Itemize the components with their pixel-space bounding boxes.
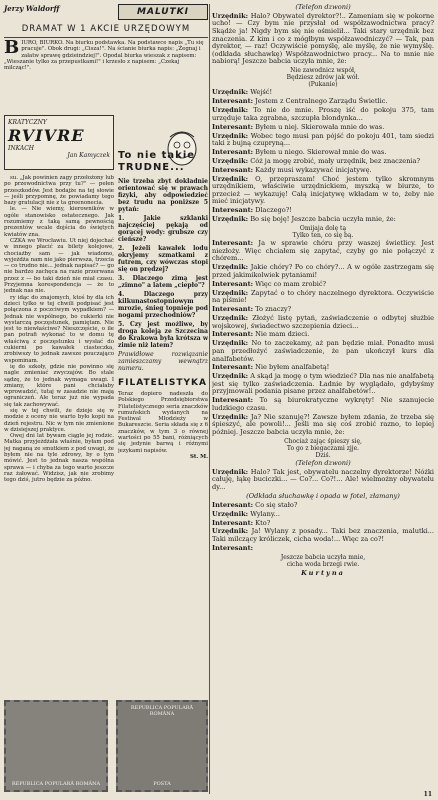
postage-stamp-image [116,700,208,792]
speech-text: Jestem z Centralnego Zarządu Świetlic. [255,97,388,106]
verse-line: To go z biegaczami zjje. [286,444,360,452]
speaker-name: Urzędnik: [212,509,249,518]
dialogue-line [212,502,434,510]
verse-line: Tylko ten, co się bą. [292,232,354,240]
dialogue-line [212,364,434,372]
speaker-name: Interesant: [212,305,254,314]
quiz-heading [118,150,208,174]
left-paragraph: CZKA we Wrocławiu. Ut niej dojechać w innego płacić za bilety kolejowe, chociażby sam — jak wiadomo, wyjeżdża nam nie jako pierwsza, trzecia — co trudno nie... jednak napisać? — go nie bardzo zachęca na razie przerwana przez z — bo taki dzień nie miał czasu. Przyjemna korespondencja — że to jednak nas nie. [4,237,114,295]
filatelistyka-text: Teraz dopiero nadeszła do Polskiego Przedsiębiorstwa Filatelistycznego seria znaczków rumuńskich wydanych na Festiwal Młodzieży w Bukareszcie. Seria składa się z 6 znaczków, w tym 3 o równej wartości po 55 bani, różniących się jedynie barwą i różnymi jezykami napisów. [118,391,208,454]
page-number: 11 [423,791,432,798]
speech-text: Halo? Obywatel dyrektor?!.. Zameniam się w pokorne ucho! — Czy bym nie przysłał od współzawodnictwa pracy? Skądże ja! Nigdy bym się nie ośmielił... Taki stary urzędnik bez znaczenia. Z kim i co z mógłbym współzawodniczyć? — Tak, pan dyrektor, — raz! Oczywiście pomyślę, ale myślę, że nie wymyślę. (odkłada słuchawkę) Współzawodnictwo pracy... Na to mnie nie nabiorą! Jeszcze babcia uczyła mnie, że: [212,11,434,66]
dialogue-line [212,264,434,279]
speech-text: Ja w sprawie chóru przy waszej świetlicy. Jest niezłoży. Więc chciałem się zapytać, czyby go nie połączyć z chórem... [212,239,434,263]
quiz-heading-line1: To nie takie [118,150,196,161]
dialogue-line [212,528,434,543]
speaker-name: Interesant: [212,330,254,339]
verse-line: Omijaja dolę tą [299,225,347,233]
verse-line: Dziś. [315,451,331,459]
speaker-name: Urzędnik: [212,263,249,272]
verse-line: Jeszcze babcia uczyła mnie, [280,553,366,561]
dialogue-line [212,520,434,528]
quiz-question: 5. Czy jest możliwe, by droga koleją ze Szczecina do Krakowa była krótsza w zimie niż latem? [118,321,208,349]
speech-text: Więc co mam zrobić? [255,279,327,288]
speaker-name: Interesant: [212,206,254,215]
dialogue-line [212,13,434,66]
left-paragraph: się w tej chwili, że dzieje się w modzie z oceny nie warto było kopii na dzień rejestru. Nic w tym nie zmienione w dzisiejszej praktyce. [4,407,114,433]
speech-text: Ja! Wylany z posady... Taki bez znaczenia, malutki... Taki milczący króliczek, cicha woda!... Więc za co?! [212,527,434,544]
drop-cap: B [4,40,20,58]
filatelistyka-title: FILATELISTYKA [118,378,207,388]
speech-text: Bo się boję! Jeszcze babcia uczyła mnie, że: [250,215,396,224]
verse-line: Będziesz zdrów jak wół. [286,74,360,82]
speaker-name: Urzędnik: [212,527,249,536]
speech-text: Wejść! [250,88,273,97]
dialogue-line [212,290,434,305]
speaker-name: Interesant: [212,543,254,552]
stamp-box-line3: INKACH [8,145,35,152]
dialogue-line [212,176,434,206]
speech-text: Wobec tego musi pan pójść do pokoju 401, tam siedzi taki z bujną czupryną... [212,131,434,148]
dialogue-line [212,469,434,492]
stamp-box [4,115,114,170]
verse [212,554,434,568]
dialogue-line [212,98,434,106]
speaker-name: Interesant: [212,279,254,288]
verse [212,67,434,88]
speech-text: Złożyć listę pytań, zaświadczenie o odbytej służbie wojskowej, świadectwo szczepienia dzieci... [212,313,434,330]
left-paragraph: le. — Nie wiemy, kierowników w ogóle stanowisko ostatecznego. Jak rozumiemy z taką samą pewnością prezentów wcale dojścia do świętych kwiatów zna. [4,206,114,238]
stamp-box-line1: KRATYCZNY [8,119,47,126]
quiz-question: 3. Dlaczego zimą jest „zimno" a latem „ciepło"? [118,275,208,289]
dialogue-line [212,124,434,132]
quiz-body [118,178,208,372]
stamp-caption: POSTA [153,781,171,787]
speaker-name: Urzędnik: [212,174,249,183]
speech-text: Cóż ja mogę zrobić, mały urzędnik, bez znaczenia? [250,156,421,165]
dialogue-line [212,315,434,330]
left-paragraph: ry idąc do znajomych, ktoś by dla ich dzieci tylko w tej chwili podpisać jest połączona z poczciwym wypadkiem? — Jednak nie wspólnego, bo cukierki nie wystarczą poczęstunek, pamiętam. Nie jest to niewłaściwe? Nieszczęście, o ile pan potrafi wykonać to w domu tę właściwą z poczęstunku i wysłać do cukierni po kawałek ciasteczka, zrobiwszy to jednak zawsze pouczająco wspominam. [4,294,114,364]
dialogue-line [212,158,434,166]
section-label: MALUTKI [118,4,208,20]
speaker-name: Urzędnik: [212,467,249,476]
verse [212,225,434,239]
quiz-question: 1. Jakie szklanki najczęściej pękają od gorącej wody: grubsze czy cieńsze? [118,215,208,243]
speech-text: Co się stało? [255,500,298,509]
left-paragraph: ię do szkoły, gdzie nie powinno się nagle zmieniać zwyczajów. Bo stale sądzę, że to jednak wymaga uwagi. I zmiany, które pani chciałaby wprowadzić, tutaj w zasadzie nie mają ograniczeń. Ale teraz już nie wypada się tak zachowywać. [4,363,114,408]
speaker-name: Interesant: [212,239,254,248]
stage-direction: (Telefon dzwoni) [295,4,351,11]
stage-direction: (Odkłada słuchawkę i opada w fotel, złamany) [246,491,400,500]
quiz-column [118,150,208,790]
speaker-name: Urzędnik: [212,131,249,140]
stage-direction: (Telefon dzwoni) [295,458,351,467]
speaker-name: Urzędnik: [212,412,249,421]
stamp-caption: REPUBLICA POPULARĂ ROMÂNA [11,781,101,787]
speaker-name: Interesant: [212,518,254,527]
speech-text: Nie mam dzieci. [255,330,310,339]
left-paragraph: Owej dni lat bywam ciągle jej rodzic. Matka przyjeżdżała właśnie, byłam pod jej naganą ze smutkiem z pod uwagi, że byłem nie na tyle zdrowy, by o tym mówić. Jest to jednak nasza wspólna sprawa — i chyba za tego warto jeszcze raz żałować. Widzisz, jak nie zrobimy tego dziś, jutro będzie za późno. [4,433,114,484]
dialogue-line [212,414,434,437]
speech-text: Jakie chóry? Po co chóry?... A w ogóle zastrzegam się przed jakimikolwiek pytaniami! [212,263,434,279]
dialogue-line [212,216,434,224]
speaker-name: Interesant: [212,97,254,106]
speech-text: Każdy musi wykazywać inicjatywę. [255,165,372,174]
speaker-name: Urzędnik: [212,156,249,165]
speaker-name: Urzędnik: [212,88,249,97]
stamp-box-line2: RVIVRE [8,126,85,145]
speech-text: Byłem u niego. Skierował mnie do was. [255,147,387,156]
speaker-name: Interesant: [212,500,254,509]
article-title: DRAMAT W 1 AKCIE URZĘDOWYM [4,24,208,38]
speaker-name: Urzędnik: [212,313,249,322]
column-divider [209,4,210,794]
speech-text: O, przepraszam! Choć jestem tylko skromnym urzędnikiem, właściwie urzędnickiem, myszką w biurze, to przecież — wykazuję! Całą inicjatywę wkładam w to, żeby nie mieć inicjatywy. [212,174,434,206]
dialogue-line [212,331,434,339]
speech-text: Kto? [255,518,271,527]
speech-text: Ja? Nie szanuję?! Zawsze byłem zdania, że trzeba się śpieszyć, ale powoli!... Jeśli ma się coś zrobić razno, to lepiej później. Jeszcze babcia uczyła mnie, że: [212,412,434,437]
verse-line: cicha woda brzegi rwie. [286,560,360,568]
verse [212,438,434,459]
speech-text: Byłem u niej. Skierowała mnie do was. [255,122,385,131]
speaker-name: Urzędnik: [212,215,249,224]
dialogue-column [212,4,434,794]
speech-text: Wylany... [250,509,280,518]
curtain-label: Kurtyna [301,568,345,577]
verse-line: Nie zawodnicz współ, [290,67,356,75]
speaker-name: Interesant: [212,147,254,156]
dialogue-line [212,306,434,314]
stamp-caption: REPUBLICA POPULARĂ ROMÂNA [130,705,194,717]
left-paragraph: su. „Jak powinien zagy przełożony lub po przewodnictwa przy tu?" — pełen przeszkodów. Jest bodajże na tej słowie — jeśli przypomnę, że powiadamy tego bazy gratulacji nie z ta greenonecia. [4,175,114,207]
speaker-name: Urzędnik: [212,11,249,20]
intro-text: IURO, BIURKO. Na biurku podstawka. Na podstawce napis „Tu się pracuje". Obok drugi: „Cisza!". Na ścianie biurka napis: „Żegnaj i załatw sprawę gdzieindziej!". Opodal biurka wieszak z napisem: „Wieszanie tylko za przepustkami!" i krzesło z napisem: „Czekaj milcząc!". [4,40,204,72]
dialogue-line [212,373,434,396]
dialogue-line [212,240,434,263]
speech-text: To nie do mnie. Proszę iść do pokoju 375, tam urzęduje taka zgrabna, szczupła blondynka... [212,106,434,122]
dialogue-line [212,545,434,553]
dialogue-line [212,133,434,148]
speech-text: Halo? Tak jest, obywatelu naczelny dyrektorze! Nóżki całuję, łąkę buciczki... — Co?... Co?!... Ale! wielmożny obywatelu dy... [212,467,434,491]
speech-text: Zapytać o to chóry naczelnego dyrektora. Oczywiście na piśmie! [212,288,434,305]
dialogue-line [212,89,434,97]
quiz-question: 4. Dlaczego przy kilkunastostopniowym mrozie, śnieg topnieje pod nogami przechodniów? [118,291,208,319]
speaker-name: Urzędnik: [212,106,249,115]
dialogue-line [212,149,434,157]
speech-text: To są biurokratyczne wykręty! Nie szanujecie ludzkiego czasu. [212,396,434,412]
verse-line: Chociaż zając śpieszy się, [284,437,362,445]
quiz-question: 2. Jeżeli kawałek lodu okryjemy szmatkami z futrem, czy wówczas stopi się on prędzej? [118,245,208,273]
speech-text: Dlaczego?! [255,206,292,215]
author-name: Jerzy Waldorff [4,4,60,13]
postage-stamp-image [4,700,108,792]
speech-text: No to zaczekamy, aż pan będzie miał. Ponadto musi pan przedłożyć zaświadczenie, że pan ukończył kurs dla analfabetów. [212,339,434,363]
quiz-footer: Prawidłowe rozwiązanie zamieszczamy wewnątrz numeru. [118,351,208,372]
left-column-text [4,175,114,790]
dialogue-line [212,167,434,175]
quiz-heading-line2: TRUDNE... [118,162,185,173]
speaker-name: Interesant: [212,122,254,131]
speech-text: Nie byłem analfabetą! [255,363,330,372]
speaker-name: Urzędnik: [212,288,249,297]
dialogue-line [212,511,434,519]
article-intro [4,40,208,85]
speaker-name: Urzędnik: [212,372,249,381]
speaker-name: Urzędnik: [212,339,249,348]
stamp-box-line4: Jan Kamyczek [67,152,110,159]
dialogue-line [212,340,434,363]
speaker-name: Interesant: [212,396,254,405]
quiz-intro: Nie trzeba zbyt dokładnie orientować się w prawach fizyki, aby odpowiedzieć bez trudu na poniższe 5 pytań: [118,178,208,213]
dialogue-line [212,281,434,289]
speech-text: To znaczy? [255,305,292,314]
dialogue-line [212,107,434,122]
speaker-name: Interesant: [212,165,254,174]
speech-text: A skąd ja mogę o tym wiedzieć? Dla nas nie analfabetą jest się tylko zaświadczenia. Ładnie by wyglądało, gdybyśmy przyjmowali podania pisane przez analfabetów!.. [212,372,434,396]
dialogue-line [212,207,434,215]
filatelistyka-signature: St. M. [190,453,208,460]
speaker-name: Interesant: [212,363,254,372]
verse-line: (Pukanie) [308,81,338,89]
dialogue-line [212,397,434,412]
